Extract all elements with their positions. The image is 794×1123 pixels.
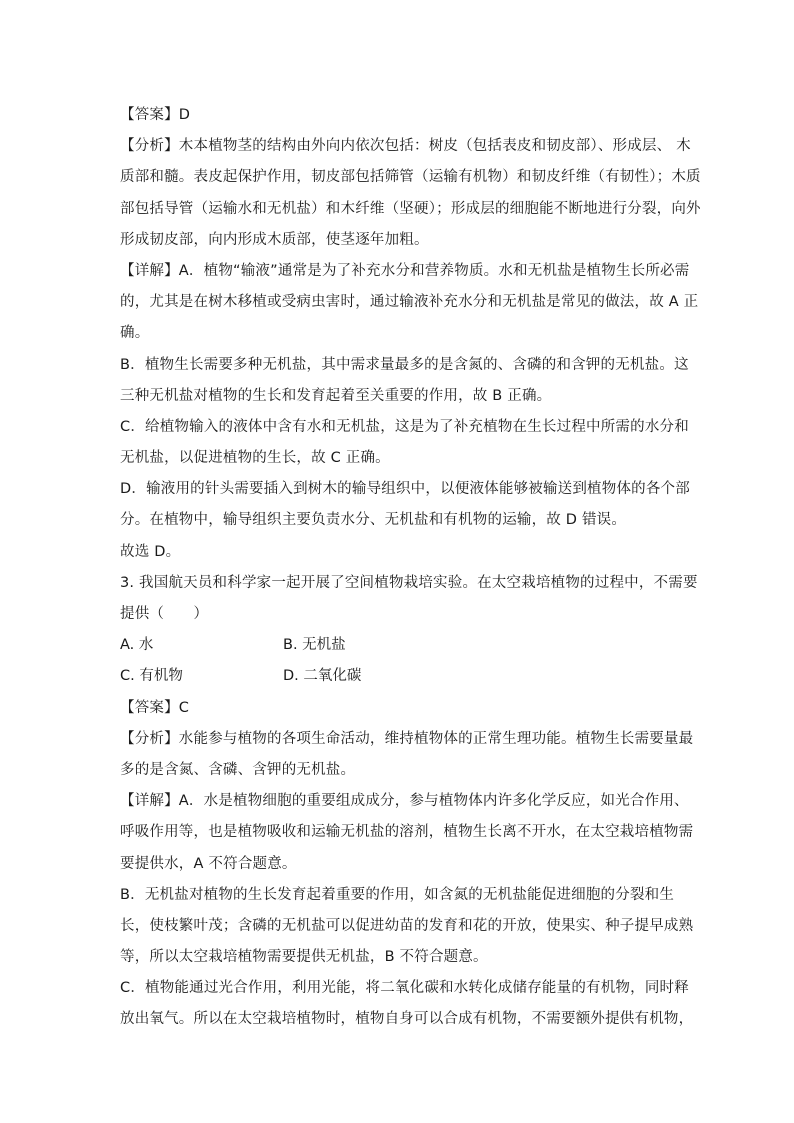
explanation-line: D．输液用的针头需要插入到树木的输导组织中，以便液体能够被输送到植物体的各个部 [120, 481, 690, 498]
question-line: 3. 我国航天员和科学家一起开展了空间植物栽培实验。在太空栽培植物的过程中，不需要 [120, 574, 698, 591]
analysis-line: 部包括导管（运输水和无机盐）和木纤维（坚硬）；形成层的细胞能不断地进行分裂，向外 [120, 200, 701, 217]
explanation-line: 【详解】A．水是植物细胞的重要组成成分，参与植物体内许多化学反应，如光合作用、 [120, 793, 689, 810]
explanation-line: 三种无机盐对植物的生长和发育起着至关重要的作用，故 B 正确。 [120, 387, 552, 404]
explanation-line: 长，使枝繁叶茂；含磷的无机盐可以促进幼苗的发育和花的开放，使果实、种子提早成熟 [120, 917, 694, 934]
explanation-line: B．植物生长需要多种无机盐，其中需求量最多的是含氮的、含磷的和含钾的无机盐。这 [120, 356, 689, 373]
explanation-line: 确。 [120, 325, 150, 342]
explanation-line: 呼吸作用等，也是植物吸收和运输无机盐的溶剂，植物生长离不开水，在太空栽培植物需 [120, 824, 694, 841]
explanation-line: 的，尤其是在树木移植或受病虫害时，通过输液补充水分和无机盐是常见的做法，故 A 正 [120, 294, 699, 311]
answer-line: 【答案】D [120, 107, 191, 123]
option-b: B. 无机盐 [283, 637, 346, 654]
explanation-line: 分。在植物中，输导组织主要负责水分、无机盐和有机物的运输，故 D 错误。 [120, 512, 627, 529]
analysis-line: 【分析】水能参与植物的各项生命活动，维持植物体的正常生理功能。植物生长需要量最 [120, 730, 694, 747]
explanation-line: 无机盐，以促进植物的生长，故 C 正确。 [120, 450, 390, 467]
conclusion-line: 故选 D。 [120, 543, 181, 560]
explanation-line: C．给植物输入的液体中含有水和无机盐，这是为了补充植物在生长过程中所需的水分和 [120, 418, 689, 435]
option-c: C. 有机物 [120, 668, 183, 685]
option-d: D. 二氧化碳 [283, 668, 362, 685]
explanation-line: C．植物能通过光合作用，利用光能，将二氧化碳和水转化成储存能量的有机物，同时释 [120, 980, 689, 997]
explanation-line: 等，所以太空栽培植物需要提供无机盐，B 不符合题意。 [120, 949, 488, 966]
explanation-line: 【详解】A．植物“输液”通常是为了补充水分和营养物质。水和无机盐是植物生长所必需 [120, 262, 690, 279]
explanation-line: 要提供水，A 不符合题意。 [120, 855, 297, 872]
answer-line: 【答案】C [120, 699, 190, 716]
document-body [120, 100, 701, 1036]
option-a: A. 水 [120, 637, 154, 654]
analysis-line: 多的是含氮、含磷、含钾的无机盐。 [120, 761, 356, 778]
question-line: 提供（ ） [120, 606, 209, 622]
analysis-line: 形成韧皮部，向内形成木质部，使茎逐年加粗。 [120, 231, 429, 248]
explanation-line: 放出氧气。所以在太空栽培植物时，植物自身可以合成有机物，不需要额外提供有机物， [120, 1011, 694, 1028]
explanation-line: B．无机盐对植物的生长发育起着重要的作用，如含氮的无机盐能促进细胞的分裂和生 [120, 886, 675, 903]
analysis-line: 【分析】木本植物茎的结构由外向内依次包括：树皮（包括表皮和韧皮部）、形成层、 木 [120, 138, 691, 155]
options-row [120, 630, 680, 661]
options-row [120, 661, 680, 692]
analysis-line: 质部和髓。表皮起保护作用，韧皮部包括筛管（运输有机物）和韧皮纤维（有韧性）；木质 [120, 169, 701, 186]
